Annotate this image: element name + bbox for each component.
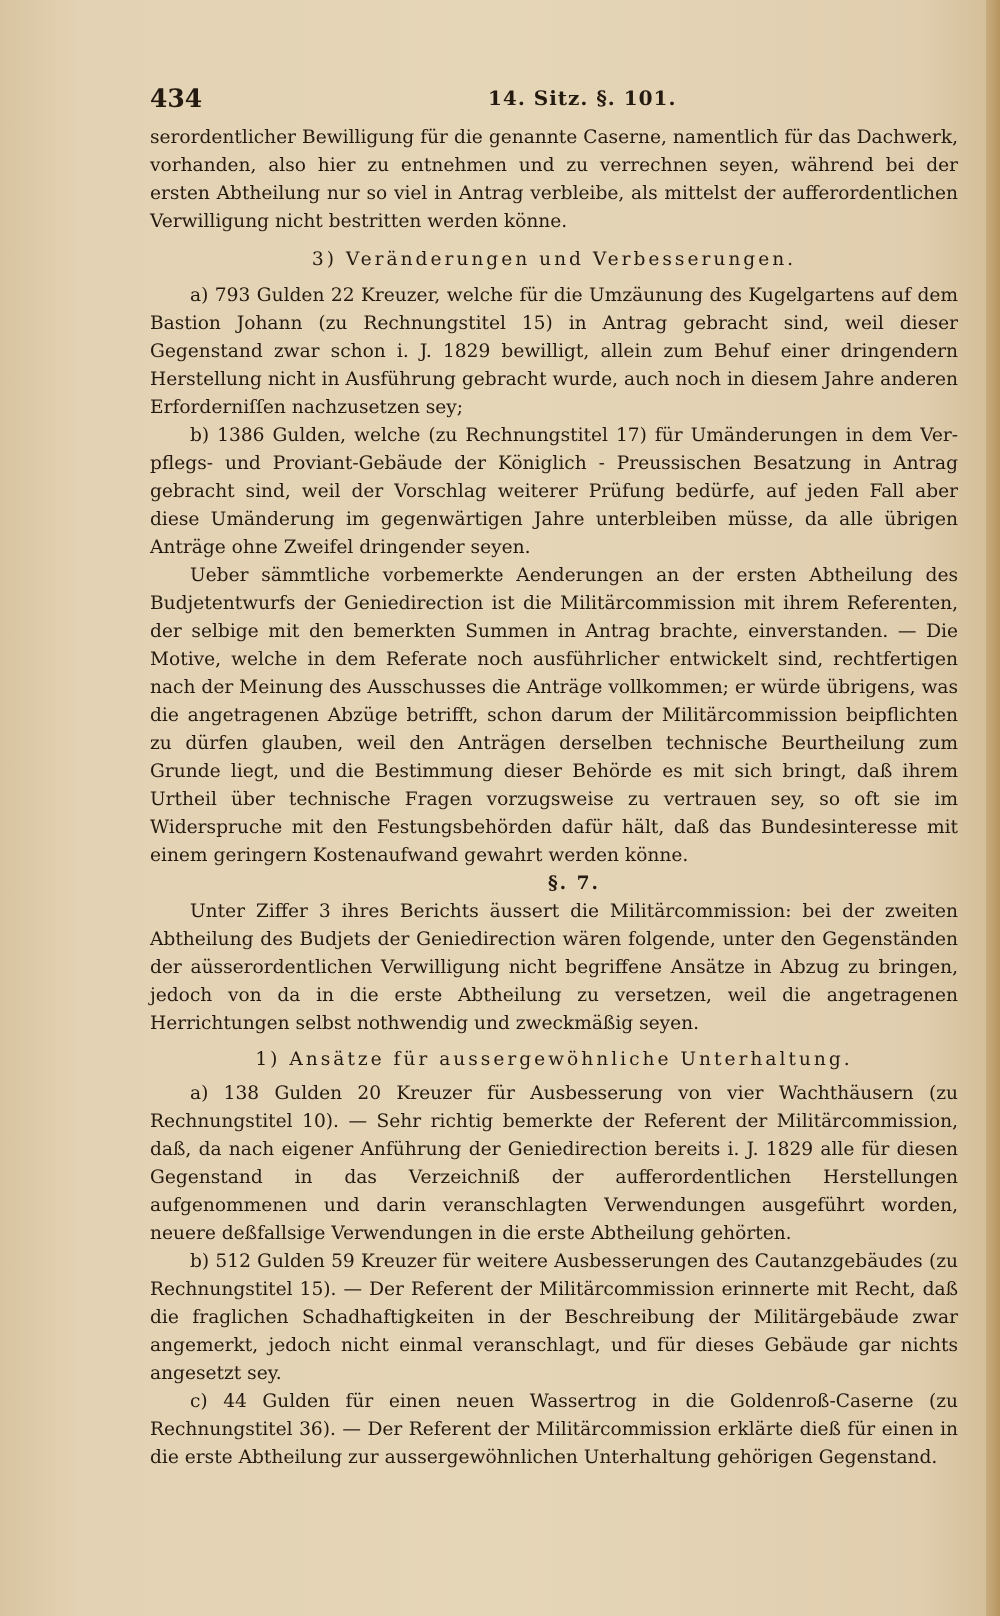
section-heading: 1) Ansätze für aussergewöhnliche Unterhaltung. — [255, 1049, 853, 1070]
paragraph: Ueber sämmtliche vorbemerkte Aenderungen an der ersten Abtheilung des Budjetentwurfs der Geniedirection ist die Militärcommission mit ihrem Referenten, der selbige mit den bemerkten Summen in Antrag brachte, einverstanden. — Die Motive, welche in dem Referate noch ausführlicher entwickelt sind, rechtfertigen nach der Meinung des Ausschusses die Anträge vollkommen; er würde übrigens, was die angetragenen Abzüge betrifft, schon darum der Militärcommission beipflichten zu dürfen glauben, weil den Anträgen derselben technische Beurtheilung zum Grunde liegt, und die Bestimmung dieser Behörde es mit sich bringt, daß ihrem Urtheil über technische Fragen vorzugsweise zu vertrauen sey, so oft sie im Widerspruche mit den Festungsbehörden dafür hält, daß das Bundesinteresse mit einem geringern Kostenaufwand gewahrt werden könne. — [150, 565, 958, 866]
section-number: §. 7. — [547, 873, 601, 894]
section-heading: 3) Veränderungen und Verbesserungen. — [311, 249, 797, 270]
paragraph: a) 793 Gulden 22 Kreuzer, welche für die Umzäunung des Kugelgartens auf dem Bastion Johann (zu Rechnungstitel 15) in Antrag gebracht sind, weil dieser Gegenstand zwar schon i. J. 1829 bewilligt, allein zum Behuf einer dringendern Herstellung nicht in Ausführung gebracht wurde, auch noch in diesem Jahre anderen Erforderniſſen nachzusetzen sey; — [150, 285, 958, 418]
page-header — [150, 82, 950, 116]
running-title: 14. Sitz. §. 101. — [488, 86, 677, 110]
paragraph: a) 138 Gulden 20 Kreuzer für Ausbesserung von vier Wachthäusern (zu Rechnungstitel 10). — Sehr richtig bemerkte der Referent der Militärcommission, daß, da nach eigener Anführung der Geniedirection bereits i. J. 1829 alle für diesen Gegenstand in das Verzeichniß der aufferordentlichen Herstellungen aufgenommenen und darin veranschlagten Verwendungen ausgeführt worden, neuere deßfallsige Verwendungen in die erste Abtheilung gehörten. — [150, 1083, 958, 1244]
paragraph: b) 1386 Gulden, welche (zu Rechnungstitel 17) für Umänderungen in dem Ver- pflegs- und Proviant-Gebäude der Königlich - Preussischen Besatzung in Antrag gebracht sind, weil der Vorschlag weiterer Prüfung bedürfe, auf jeden Fall aber diese Umänderung im gegenwärtigen Jahre unterbleiben müsse, da alle übrigen Anträge ohne Zweifel dringender seyen. — [150, 425, 958, 558]
paragraph: b) 512 Gulden 59 Kreuzer für weitere Ausbesserungen des Cautanzgebäudes (zu Rechnungstitel 15). — Der Referent der Militärcommission erinnerte mit Recht, daß die fraglichen Schadhaftigkeiten in der Beschreibung der Militärgebäude zwar angemerkt, jedoch nicht einmal veranschlagt, und für dieses Gebäude gar nichts angesetzt sey. — [150, 1251, 958, 1384]
page-number: 434 — [150, 84, 203, 113]
paragraph: Unter Ziffer 3 ihres Berichts äussert die Militärcommission: bei der zweiten Abtheilung des Budjets der Geniedirection wären folgende, unter den Gegenständen der aüsserordentlichen Verwilligung nicht begriffene Ansätze in Abzug zu bringen, jedoch von da in die erste Abtheilung zu versetzen, weil die angetragenen Herrichtungen selbst nothwendig und zweckmäßig seyen. — [150, 901, 958, 1034]
page-edge — [986, 0, 1000, 1616]
paragraph: c) 44 Gulden für einen neuen Wassertrog in die Goldenroß-Caserne (zu Rechnungstitel 36). — Der Referent der Militärcommission erklärte dieß für einen in die erste Abtheilung zur aussergewöhnlichen Unterhaltung gehörigen Gegenstand. — [150, 1391, 958, 1468]
body-text — [150, 124, 958, 1472]
paragraph: serordentlicher Bewilligung für die genannte Caserne, namentlich für das Dachwerk, vorhanden, also hier zu entnehmen und zu verrechnen seyen, während bei der ersten Abtheilung nur so viel in Antrag verbleibe, als mittelst der aufferordentlichen Verwilligung nicht bestritten werden könne. — [150, 127, 958, 232]
